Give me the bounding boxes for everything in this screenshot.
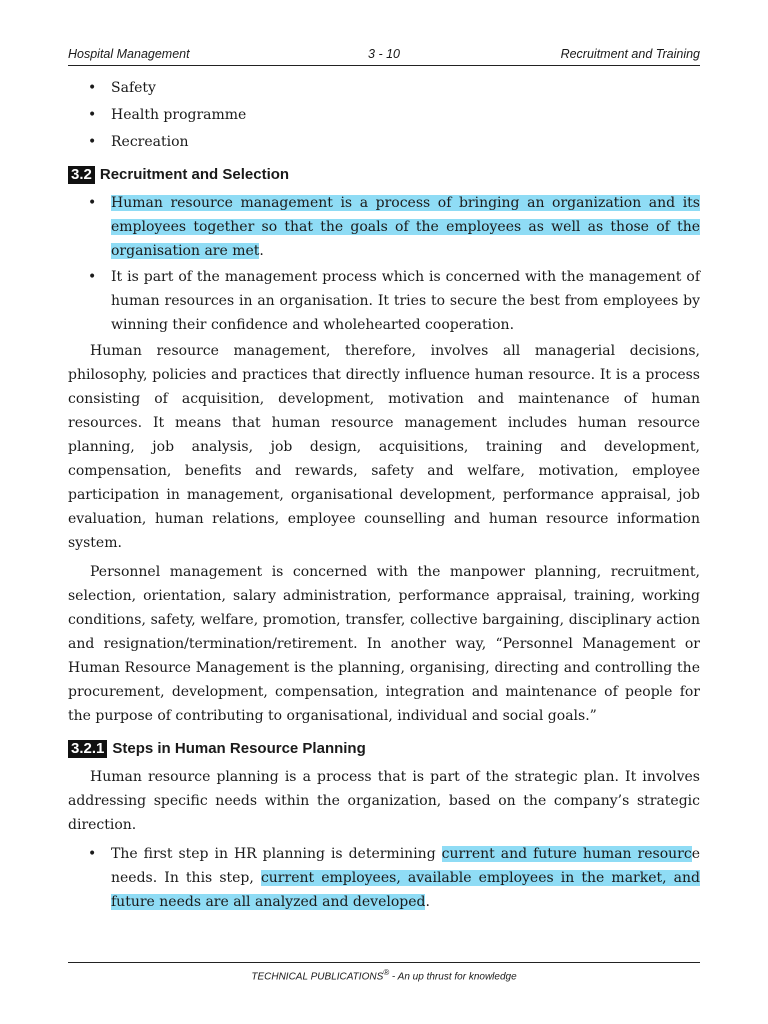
highlighted-text: current employees, available employees in the market, and future needs are all analyzed and developed — [111, 870, 700, 910]
section-title: Recruitment and Selection — [99, 166, 290, 183]
bullet-icon: • — [88, 107, 97, 123]
top-bullet-list — [68, 76, 700, 154]
paragraph-personnel-management: Personnel management is concerned with the manpower planning, recruitment, selection, orientation, salary administration, performance appraisal, training, working conditions, safety, welfare, promotion, transfer, collective bargaining, disciplinary action and resignation/termination/retirement. In another way, “Personnel Management or Human Resource Management is the planning, organising, directing and controlling the procurement, development, compensation, integration and maintenance of people for the purpose of contributing to organisational, individual and social goals.” — [68, 564, 700, 724]
list-item: • Recreation — [68, 130, 700, 154]
section-heading-3-2 — [68, 165, 700, 185]
section-heading-3-2-1 — [68, 739, 700, 759]
bullet-icon: • — [88, 269, 97, 285]
list-item: • It is part of the management process which is concerned with the management of human resources in an organisation. It tries to secure the best from employees by winning their confidence and wholehearted cooperation. — [68, 265, 700, 337]
highlighted-text: Human resource management is a process of bringing an organization and its employees together so that the goals of the employees as well as those of the organisation are met — [111, 195, 700, 259]
footer-tagline: - An up thrust for knowledge — [389, 971, 517, 983]
bullet-icon: • — [88, 80, 97, 96]
list-item: • Human resource management is a process of bringing an organization and its employees together so that the goals of the employees as well as those of the organisation are met. — [68, 191, 700, 263]
header-chapter-title: Recruitment and Training — [560, 47, 700, 61]
section-title: Steps in Human Resource Planning — [112, 740, 366, 757]
section-3-2-1-bullets — [68, 842, 700, 914]
section-number-badge: 3.2.1 — [68, 740, 107, 758]
page-content — [68, 76, 700, 916]
section-3-2-bullets — [68, 191, 700, 337]
paragraph-hr-planning: Human resource planning is a process that is part of the strategic plan. It involves addressing specific needs within the organization, based on the company’s strategic direction. — [68, 769, 700, 833]
page-footer — [68, 962, 700, 982]
list-item: • The first step in HR planning is determining current and future human resource needs. In this step, current employees, available employees in the market, and future needs are all analyzed and developed. — [68, 842, 700, 914]
footer-publisher: TECHNICAL PUBLICATIONS — [251, 971, 384, 983]
section-number-badge: 3.2 — [68, 166, 95, 184]
paragraph-hrm-definition: Human resource management, therefore, involves all managerial decisions, philosophy, policies and practices that directly influence human resource. It is a process consisting of acquisition, development, motivation and maintenance of human resources. It means that human resource management includes human resource planning, job analysis, job design, acquisitions, training and development, compensation, benefits and rewards, safety and welfare, motivation, employee participation in management, organisational development, performance appraisal, job evaluation, human relations, employee counselling and human resource information system. — [68, 343, 700, 551]
header-page-number: 3 - 10 — [368, 47, 400, 61]
bullet-icon: • — [88, 134, 97, 150]
highlighted-text: current and future human resourc — [441, 846, 692, 862]
page-header — [68, 47, 700, 66]
list-item: • Health programme — [68, 103, 700, 127]
bullet-icon: • — [88, 195, 97, 211]
bullet-icon: • — [88, 846, 97, 862]
header-book-title: Hospital Management — [68, 47, 190, 61]
list-item: • Safety — [68, 76, 700, 100]
registered-mark: ® — [383, 968, 390, 977]
